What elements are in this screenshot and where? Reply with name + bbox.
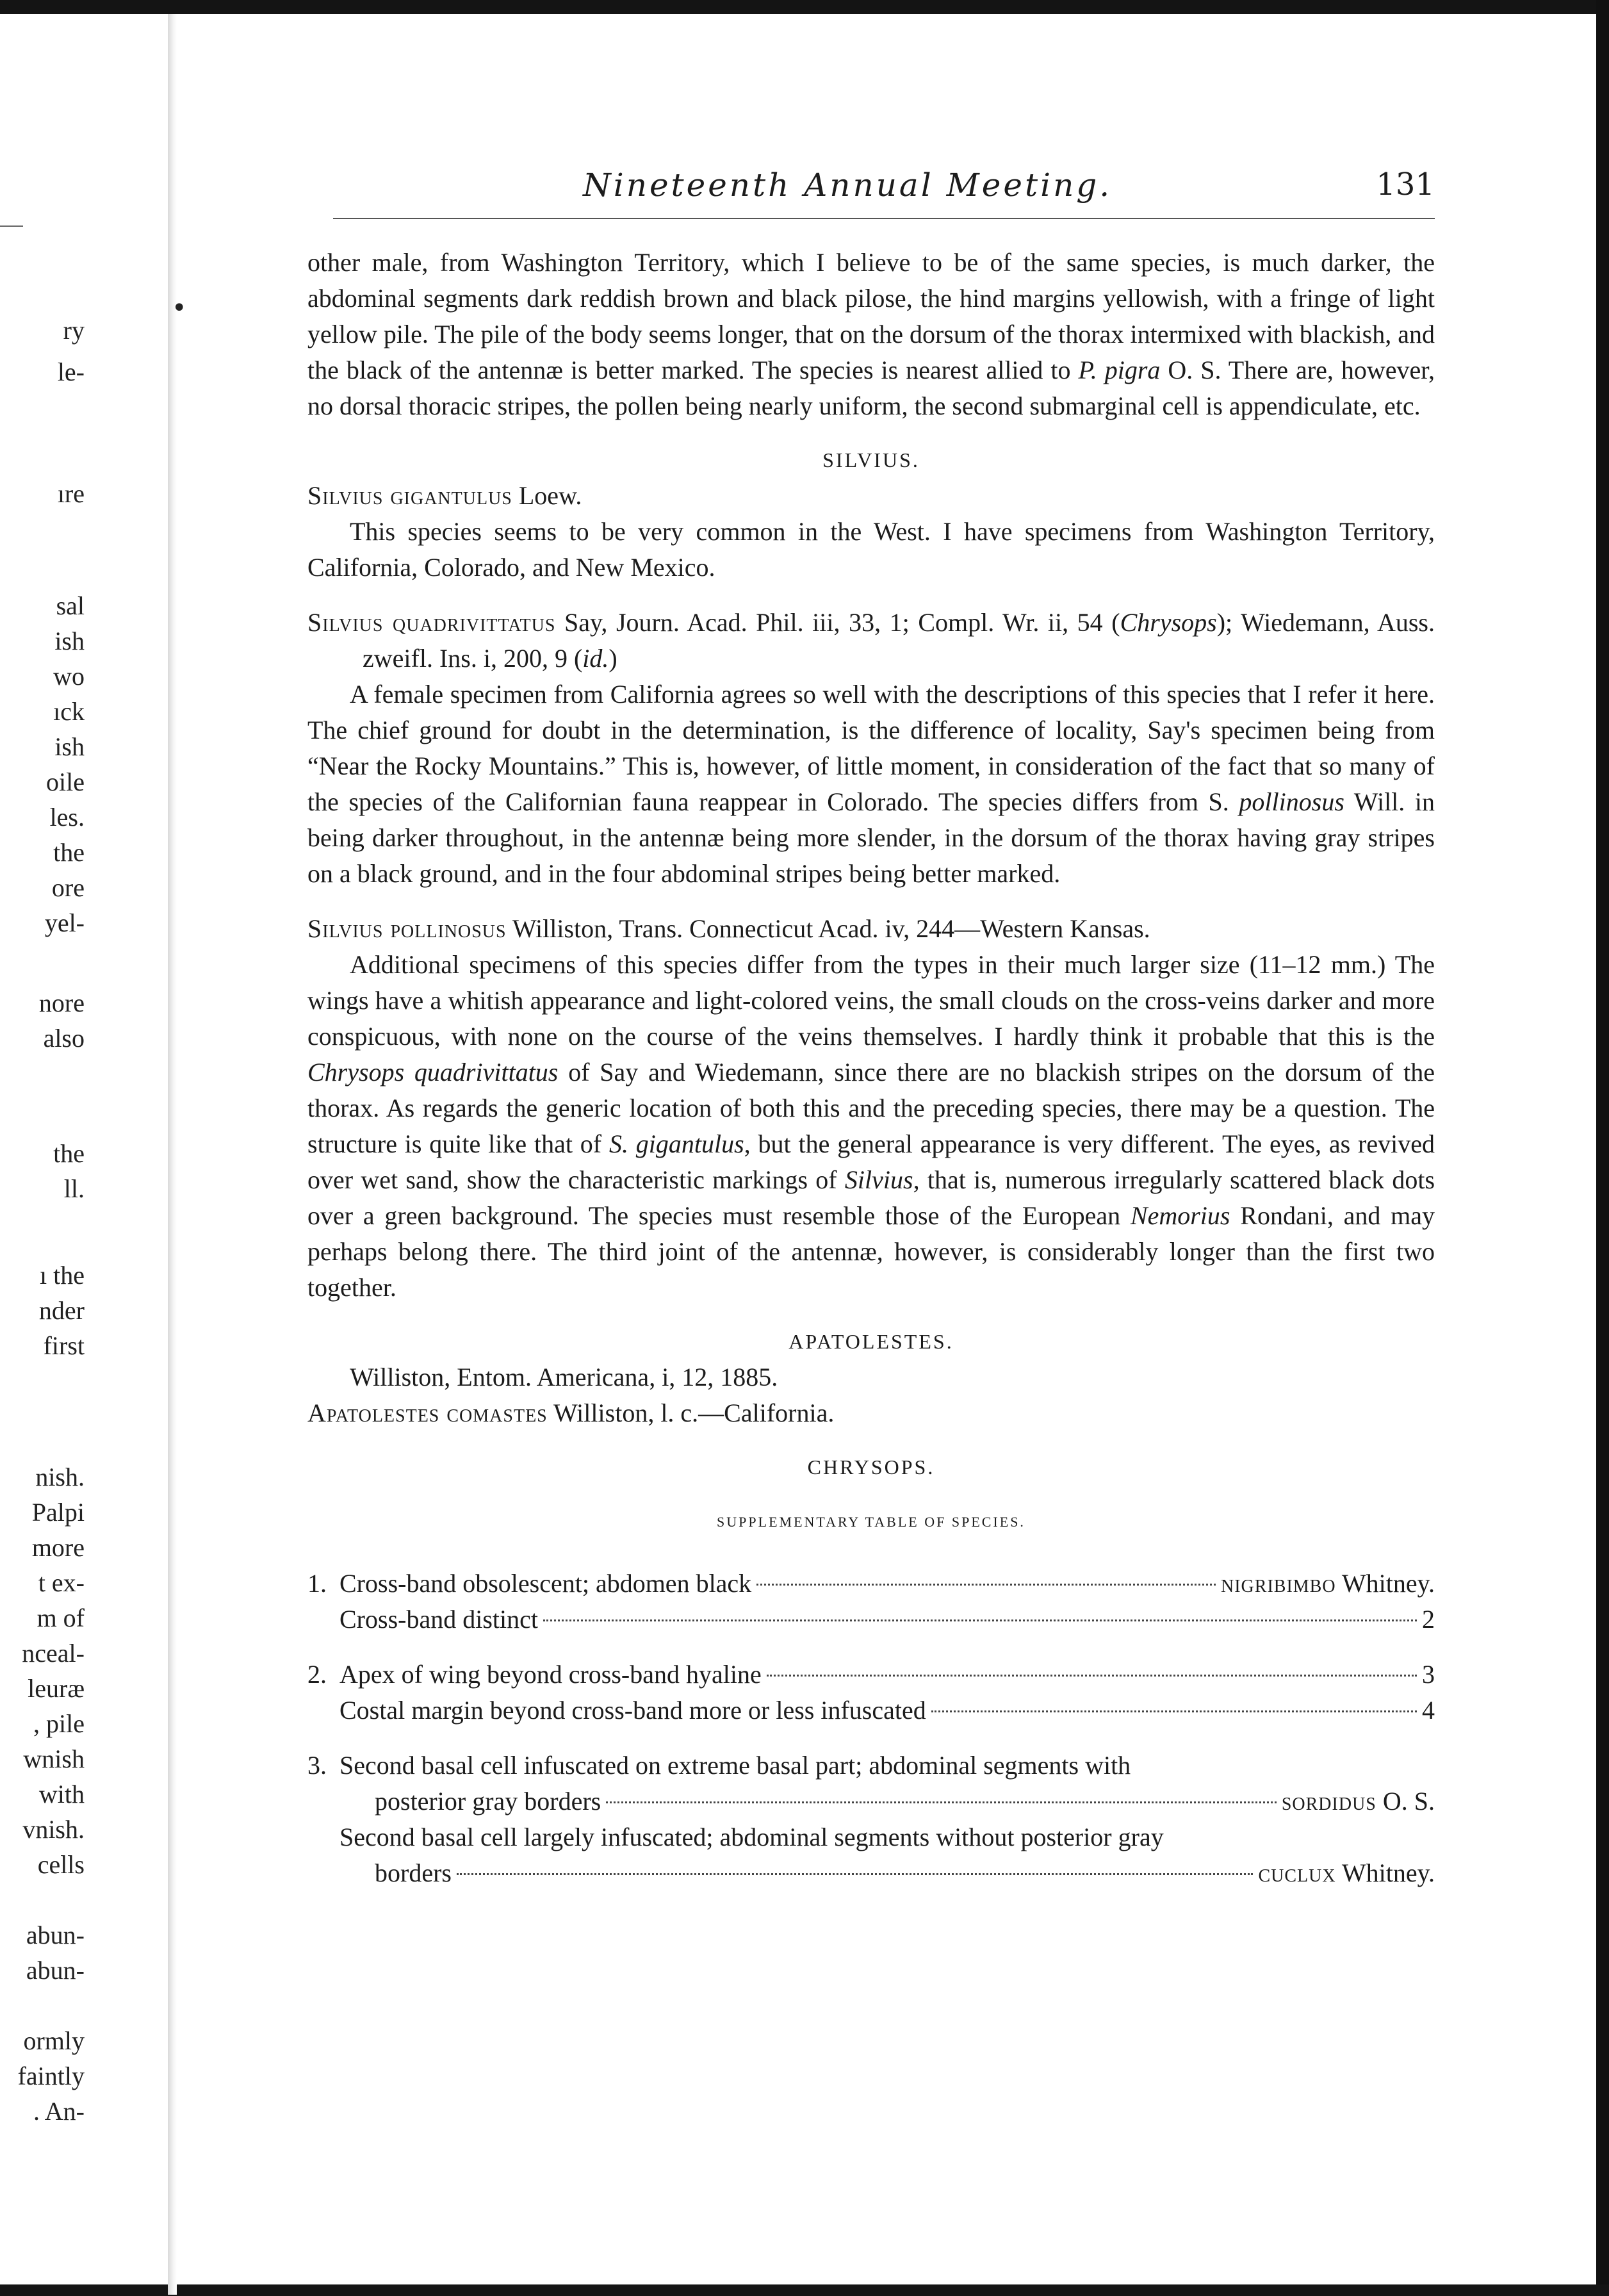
facing-page-line: faintly (17, 2062, 85, 2090)
facing-page-line: nish. (35, 1463, 85, 1491)
key-couplet-3: 3. Second basal cell infuscated on extreme basal part; abdominal segments with posterior gray borders sordidus O. S. Second basal cell largely infuscated; abdominal segments without posterior gray borders cuclux Whitney. (307, 1751, 1435, 1887)
page-131 (307, 160, 1435, 1910)
facing-page-line: ll. (63, 1174, 85, 1203)
facing-page-line: wnish (23, 1744, 85, 1773)
scan-top-edge (0, 0, 1609, 14)
facing-page-line: cells (37, 1850, 85, 1879)
facing-page-line: leuræ (28, 1674, 85, 1703)
facing-page-line: abun- (26, 1921, 85, 1949)
facing-page-line: wo (53, 662, 85, 691)
key-couplet-1: 1. Cross-band obsolescent; abdomen black nigribimbo Whitney. Cross-band distinct 2 (307, 1569, 1435, 1634)
species-text-quadrivittatus: A female specimen from California agrees so well with the descriptions of this species that I refer it here. The chief ground for doubt in the determination, is the difference of locality, Say's specimen being from “Near the Rocky Mountains.” This is, however, of little moment, in consideration of the fact that so many of the species of the Californian fauna reappear in Colorado. The species differs from S. pollinosus Will. in being darker throughout, in the antennæ being more slender, in the dorsum of the thorax having gray stripes on a black ground, and in the four abdominal stripes being better marked. (307, 680, 1435, 888)
facing-page-line: , pile (33, 1709, 85, 1738)
facing-page-line: ish (54, 732, 85, 761)
book-gutter (168, 14, 177, 2295)
running-head-title: Nineteenth Annual Meeting. (583, 167, 1113, 204)
paragraph-continued: other male, from Washington Territory, which I believe to be of the same species, is much darker, the abdominal segments dark reddish brown and black pilose, the hind margins yellowish, with a fringe of light yellow pile. The pile of the body seems longer, that on the dorsum of the thorax intermixed with blackish, and the black of the antennæ is better marked. The species is nearest allied to P. pigra O. S. There are, however, no dorsal thoracic stripes, the pollen being nearly uniform, the second submarginal cell is appendiculate, etc. (307, 248, 1435, 420)
page-body (307, 245, 1435, 1891)
facing-page-line: ı the (40, 1261, 85, 1290)
running-header (333, 160, 1435, 219)
facing-page-line: first (43, 1331, 85, 1360)
facing-page-line: yel- (44, 908, 85, 937)
facing-page-line: ıre (57, 479, 85, 508)
scan-speck: • (172, 293, 187, 323)
facing-page-line: nore (38, 988, 85, 1017)
facing-page-line: ormly (23, 2026, 85, 2055)
facing-page-line: nder (38, 1296, 85, 1325)
facing-page-line: ore (51, 873, 85, 902)
facing-page-line: more (31, 1533, 85, 1562)
genus-heading-silvius: SILVIUS. (822, 448, 920, 472)
facing-page-line: ish (54, 627, 85, 655)
scan-right-edge (1596, 0, 1609, 2296)
facing-page-line: nceal- (22, 1639, 85, 1668)
facing-page-line: le- (57, 357, 85, 386)
facing-page-line: the (53, 838, 85, 867)
genus-heading-chrysops: CHRYSOPS. (807, 1456, 935, 1479)
facing-page-line: abun- (26, 1956, 85, 1985)
facing-page-line: ıck (53, 697, 85, 726)
facing-page-line: . An- (33, 2097, 85, 2126)
facing-page-line: vnish. (22, 1815, 85, 1844)
species-entry-pollinosus: Silvius pollinosus Williston, Trans. Connecticut Acad. iv, 244—Western Kansas. (307, 914, 1150, 943)
facing-page-line: sal (56, 591, 85, 620)
genus-reference-apatolestes: Williston, Entom. Americana, i, 12, 1885. (350, 1363, 778, 1391)
facing-page-line: t ex- (38, 1568, 85, 1597)
key-couplet-2: 2. Apex of wing beyond cross-band hyaline 3 Costal margin beyond cross-band more or less infuscated 4 (307, 1660, 1435, 1725)
species-entry-quadrivittatus: Silvius quadrivittatus Say, Journ. Acad. Phil. iii, 33, 1; Compl. Wr. ii, 54 (Chrysops); Wiedemann, Auss. zweifl. Ins. i, 200, 9 (id.) (307, 608, 1435, 673)
species-text-gigantulus: This species seems to be very common in the West. I have specimens from Washington Territory, California, Colorado, and New Mexico. (307, 517, 1435, 582)
species-entry-comastes: Apatolestes comastes Williston, l. c.—California. (307, 1398, 835, 1427)
table-heading: SUPPLEMENTARY TABLE OF SPECIES. (717, 1514, 1025, 1530)
facing-page-line: with (38, 1780, 85, 1808)
facing-page-line: ry (63, 316, 85, 345)
facing-page-line: les. (49, 803, 85, 832)
scan-bottom-edge (0, 2284, 1609, 2296)
page-number: 131 (1376, 167, 1435, 202)
facing-page-fragment (0, 14, 168, 2284)
species-key-table (307, 1566, 1435, 1891)
species-text-pollinosus: Additional specimens of this species differ from the types in their much larger size (11–12 mm.) The wings have a whitish appearance and light-colored veins, the small clouds on the cross-veins darker and more conspicuous, with none on the course of the veins themselves. I hardly think it probable that this is the Chrysops quadrivittatus of Say and Wiedemann, since there are no blackish stripes on the dorsum of the thorax. As regards the generic location of both this and the preceding species, there may be a question. The structure is quite like that of S. gigantulus, but the general appearance is very different. The eyes, as revived over wet sand, show the characteristic markings of Silvius, that is, numerous irregularly scattered black dots over a green background. The species must resemble those of the European Nemorius Rondani, and may perhaps belong there. The third joint of the antennæ, however, is considerably longer than the first two together. (307, 950, 1435, 1302)
facing-page-line: also (43, 1024, 85, 1053)
facing-page-line: Palpi (31, 1498, 85, 1527)
species-entry-gigantulus: Silvius gigantulus Loew. (307, 481, 582, 510)
facing-page-line: oile (46, 767, 85, 796)
facing-page-rule (0, 226, 23, 227)
genus-heading-apatolestes: APATOLESTES. (788, 1330, 954, 1353)
facing-page-line: m of (37, 1603, 85, 1632)
facing-page-line: the (53, 1139, 85, 1168)
